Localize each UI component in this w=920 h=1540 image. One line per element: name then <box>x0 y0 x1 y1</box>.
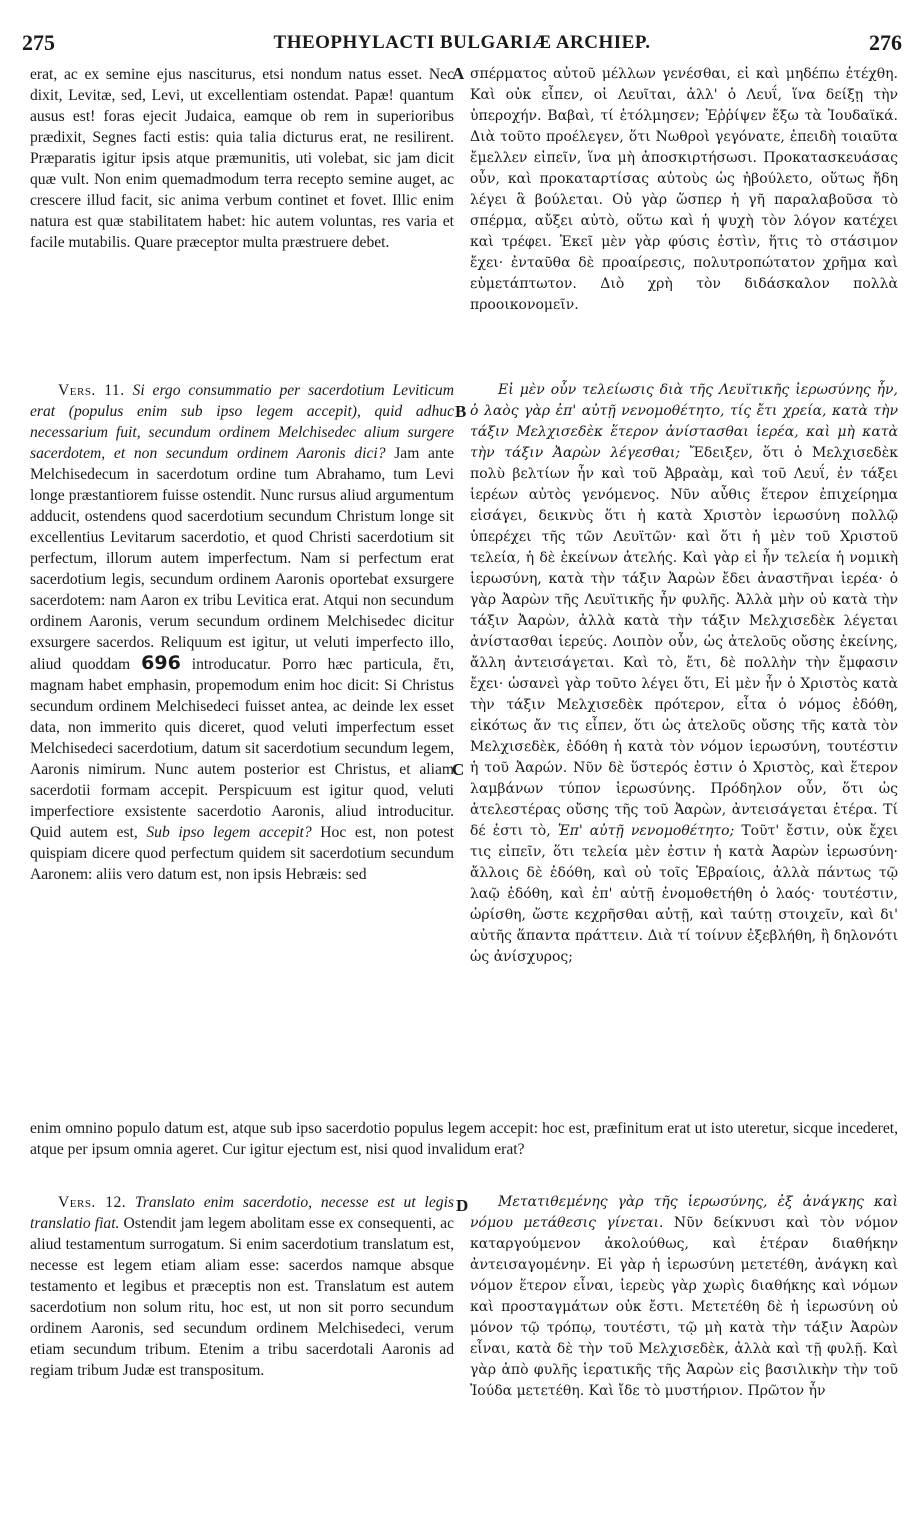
greek-column-a <box>470 64 898 316</box>
verse-number-12: Vers. 12. <box>58 1194 127 1211</box>
latin-lemma: Si ergo consummatio per sacerdotium Leviticum erat (populus enim sub ipso legem accepit), quid adhuc necessarium fuit, secundum ordinem Melchisedec alium surgere sacerdotem, et non secundum ordinem Aaronis dici? <box>30 382 454 462</box>
greek-commentary-end: Τοῦτ' ἔστιν, οὐκ ἔχει τις εἰπεῖν, ὅτι τελεία μὲν ἐστιν ἡ κατὰ Ἀαρὼν ἱερωσύνη· ἄλλοις δὲ ἐδόθη, καὶ οὐ τοῖς Ἑβραίοις, ἀλλὰ πάντως τῷ λαῷ ἐδόθη, καὶ ἐπ' αὐτῇ ἐνομοθετήθη ὁ λαός· τουτέστιν, ὡρίσθη, ὥστε κεχρῆσθαι αὐτῇ, καὶ ταύτῃ στοιχεῖν, καὶ δι' αὐτῆς ἅπαντα πράττειν. Διὰ τί τοίνυν ἐξεβλήθη, ἢ δηλονότι ὡς ἀνίσχυρος; <box>470 823 898 965</box>
latin-column-d <box>30 1192 454 1381</box>
full-width-continuation <box>30 1118 898 1160</box>
greek-lemma-12: Μετατιθεμένης γὰρ τῆς ἱερωσύνης, ἐξ ἀνάγκης καὶ νόμου μετάθεσις γίνεται. <box>470 1194 898 1231</box>
latin-column-b <box>30 380 454 885</box>
latin-column-a <box>30 64 454 253</box>
continuation-paragraph: enim omnino populo datum est, atque sub ipso sacerdotio populus legem accepit: hoc est, præfinitum erat ut isto uteretur, sicque incederet, atque per ipsum omnia ageret. Cur igitur ejectum est, nisi quod invalidum erat? <box>30 1120 898 1158</box>
page-number-left: 275 <box>22 30 55 55</box>
greek-column-b <box>470 380 898 968</box>
column-number-marker: 696 <box>141 652 181 674</box>
greek-commentary: Ἔδειξεν, ὅτι ὁ Μελχισεδὲκ πολὺ βελτίων ἦν καὶ τοῦ Ἀβραὰμ, καὶ τοῦ Λευΐ, ἐν τάξει ἱερέων αὐτὸς γενόμενος. Νῦν αὖθις ἕτερον ἐπιχείρημα εἰσάγει, δεικνὺς ὅτι ἡ κατὰ Χριστὸν ἱερωσύνη πολλῷ ὑπερέχει τῆς τῶν Λευϊτῶν· καὶ ὅτι ἡ μὲν τοῦ Χριστοῦ τελεία, ἡ δὲ ἐκείνων ἀτελής. Καὶ γὰρ εἰ ἦν τελεία ἡ νομικὴ ἱερωσύνη, κατὰ τὴν τάξιν Ἀαρὼν ἔδει ἀναστῆναι ἱερέα· ὁ γὰρ Ἀαρὼν τῆς Λευϊτικῆς ἦν φυλῆς. Ἀλλὰ μὴν οὐ κατὰ τὴν τάξιν Ἀαρὼν, ἀλλὰ κατὰ τὴν τάξιν Μελχισεδὲκ λέγεται ἀνίστασθαι ἱερεύς. Λοιπὸν οὖν, ὡς ἀτελοῦς οὔσης ἐκείνης, ἄλλη ἀντεισάγεται. Καὶ τὸ, ἔτι, δὲ πολλὴν τὴν ἔμφασιν ἔχει· ὡσανεὶ γὰρ τοῦτο λέγει ὅτι, Εἰ μὲν ἦν ὁ Χριστὸς κατὰ τὴν τάξιν Μελχισεδὲκ πρότερον, εἶτα ὁ νόμος ἐδόθη, εἰκότως ἄν τις εἶπεν, ὅτι ὡς ἀτελοῦς οὔσης τῆς κατὰ τὸν Μελχισεδὲκ, ἐδόθη ἡ κατὰ τὸν νόμον ἱερωσύνη, τουτέστιν ἡ τοῦ Ἀαρών. Νῦν δὲ ὕστερός ἐστιν ὁ Χριστὸς, καὶ ἕτερον λαμβάνων τύπον ἱερωσύνης. Πρόδηλον οὖν, ὅτι ὡς ἀτελεστέρας οὔσης τῆς τοῦ Ἀαρὼν, ἀντεισάγεται ἑτέρα. Τί δέ ἐστι τὸ, <box>470 445 898 839</box>
margin-label-a: A <box>452 64 465 83</box>
running-header <box>22 30 902 56</box>
latin-verse-paragraph-12 <box>30 1192 454 1381</box>
greek-lemma: Εἰ μὲν οὖν τελείωσις διὰ τῆς Λευϊτικῆς ἱερωσύνης ἦν, ὁ λαὸς γὰρ ἐπ' αὐτῇ νενομοθέτητο, τίς ἔτι χρεία, κατὰ τὴν τάξιν Μελχισεδὲκ ἕτερον ἀνίστασθαι ἱερέα, καὶ μὴ κατὰ τὴν τάξιν Ἀαρὼν λέγεσθαι; <box>470 382 898 461</box>
page-number-right: 276 <box>869 30 902 55</box>
margin-label-c: C <box>452 760 465 779</box>
greek-paragraph: σπέρματος αὐτοῦ μέλλων γενέσθαι, εἰ καὶ μηδέπω ἐτέχθη. Καὶ οὐκ εἶπεν, οἱ Λευῖται, ἀλλ' ὁ Λευΐ, ἵνα δείξῃ τὴν ὑπεροχήν. Βαβαὶ, τί ἐτόλμησεν; Ἐῤῥίψεν ἔξω τὰ Ἰουδαϊκά. Διὰ τοῦτο προέλεγεν, ὅτι Νωθροὶ γεγόνατε, ἐπειδὴ τοιαῦτα ἔμελλεν εἰπεῖν, ἵνα μὴ ἀποσκιρτήσωσι. Προκατασκευάσας οὖν, καὶ προκαταρτίσας αὐτοὺς ὡς ἠβούλετο, οὕτως ἤδη λέγει ἃ βούλεται. Οὐ γὰρ ὥσπερ ἡ γῆ παραλαβοῦσα τὸ σπέρμα, αὔξει αὐτὸ, οὕτω καὶ ἡ ψυχὴ τὸν λόγον κατέχει καὶ τρέφει. Ἐκεῖ μὲν γὰρ φύσις ἐστὶν, ἥτις τὸ στάσιμον ἔχει· ἐνταῦθα δὲ προαίρεσις, πολυτροπώτατον χρῆμα καὶ εὐμετάπτωτον. Διὸ χρὴ τὸν διδάσκαλον πολλὰ προοικονομεῖν. <box>470 66 898 313</box>
margin-label-b: B <box>455 402 467 421</box>
latin-commentary-12: Ostendit jam legem abolitam esse ex consequenti, ac aliud testamentum surrogatum. Si enim sacerdotium translatum est, necesse est legem etiam aliam esse: sacerdos namque absque testamento et legibus et præceptis non est. Translatum est autem sacerdotium non solum ritu, hoc est, ut non sit porro secundum ordinem Aaronis, sed secundum ordinem Melchisedeci, verum etiam secundum tribum. Etenim a tribu sacerdotali Aaronis ad regiam tribum Judæ est transpositum. <box>30 1215 454 1379</box>
latin-verse-paragraph <box>30 380 454 885</box>
margin-label-d: D <box>456 1196 469 1215</box>
greek-quote: Ἐπ' αὐτῇ νενομοθέτητο; <box>557 823 735 839</box>
greek-column-d <box>470 1192 898 1402</box>
latin-commentary: Jam ante Melchisedecum in sacerdotum ordine tum Abrahamo, tum Levi longe præstantiorem fuisse ostendit. Nunc rursus aliud argumentum adducit, ostendens quod sacerdotium secundum Christum longe sit excellentius Levitarum sacerdotio, et quod Christi sacerdotium sit perfectum, illorum autem imperfectum. Nam si perfectum erat sacerdotium legis, secundum ordinem Aaronis oportebat exsurgere sacerdotem: nam Aaron ex tribu Levitica erat. Atqui non secundum ordinem Aaronis, verum secundum ordinem Melchisedec dicitur exsurgere sacerdos. Reliquum est igitur, ut veluti imperfecto illo, aliud quoddam <box>30 445 454 673</box>
verse-number: Vers. 11. <box>58 382 125 399</box>
running-title: THEOPHYLACTI BULGARIÆ ARCHIEP. <box>273 32 651 53</box>
latin-commentary-end: Hoc est, non potest quispiam dicere quod perfectum quidem sit sacerdotium secundum Aaronem: aliis vero datum est, non ipsis Hebræis: sed <box>30 824 454 883</box>
greek-verse-paragraph <box>470 380 898 968</box>
latin-lemma-12: Translato enim sacerdotio, necesse est ut legis translatio fiat. <box>30 1194 454 1232</box>
latin-quote: Sub ipso legem accepit? <box>146 824 312 841</box>
greek-commentary-12: Νῦν δείκνυσι καὶ τὸν νόμον καταργούμενον ἀκολούθως, καὶ ἑτέραν διαθήκην ἀντεισαγομένην. Εἰ γὰρ ἡ ἱερωσύνη μετετέθη, ἀνάγκη καὶ νόμον ἕτερον εἶναι, ἱερεὺς γὰρ χωρὶς διαθήκης καὶ νόμων καὶ προσταγμάτων οὐκ ἔστι. Μετετέθη δὲ ἡ ἱερωσύνη οὐ μόνον τῷ τρόπῳ, τουτέστι, τῷ μὴ κατὰ τὴν τάξιν Ἀαρὼν εἶναι, κατὰ δὲ τὴν τοῦ Μελχισεδὲκ, ἀλλὰ καὶ τῇ φυλῇ. Καὶ γὰρ ἀπὸ φυλῆς ἱερατικῆς τῆς Ἀαρὼν εἰς βασιλικὴν τὴν τοῦ Ἰούδα μετετέθη. Καὶ ἴδε τὸ μυστήριον. Πρῶτον ἦν <box>470 1215 898 1399</box>
latin-paragraph: erat, ac ex semine ejus nasciturus, etsi nondum natus esset. Nec dixit, Levitæ, sed, Levi, ut excellentiam ostendat. Papæ! quantum ausus est! foras ejecit Judaica, eamque ob rem in superioribus prædixit, Segnes facti estis: quia talia dicturus erat, ne resilirent. Præparatis igitur ipsis atque præmunitis, uti volebat, sic jam dicit quæ vult. Non enim quemadmodum terra recepto semine auget, ac crescere illud facit, sic anima verbum continet et fovet. Illic enim natura est quæ stabilitatem habet: hic autem voluntas, res varia et facile mutabilis. Quare præceptor multa præstruere debet. <box>30 66 454 251</box>
greek-verse-paragraph-12 <box>470 1192 898 1402</box>
latin-commentary-cont: introducatur. Porro hæc particula, ἔτι, magnam habet emphasin, propemodum enim hoc dicit: Si Christus secundum ordinem Melchisedeci fuisset antea, ac deinde lex esset data, non immerito quis diceret, quod veluti imperfectum esset Melchisedeci sacerdotium, datum sit sacerdotium secundum legem, Aaronis nimirum. Nunc autem posterior est Christus, et aliam sacerdotii formam accepit. Perspicuum est igitur quod, veluti imperfectiore exsistente sacerdotio Aaronis, aliud introducitur. Quid autem est, <box>30 656 455 841</box>
